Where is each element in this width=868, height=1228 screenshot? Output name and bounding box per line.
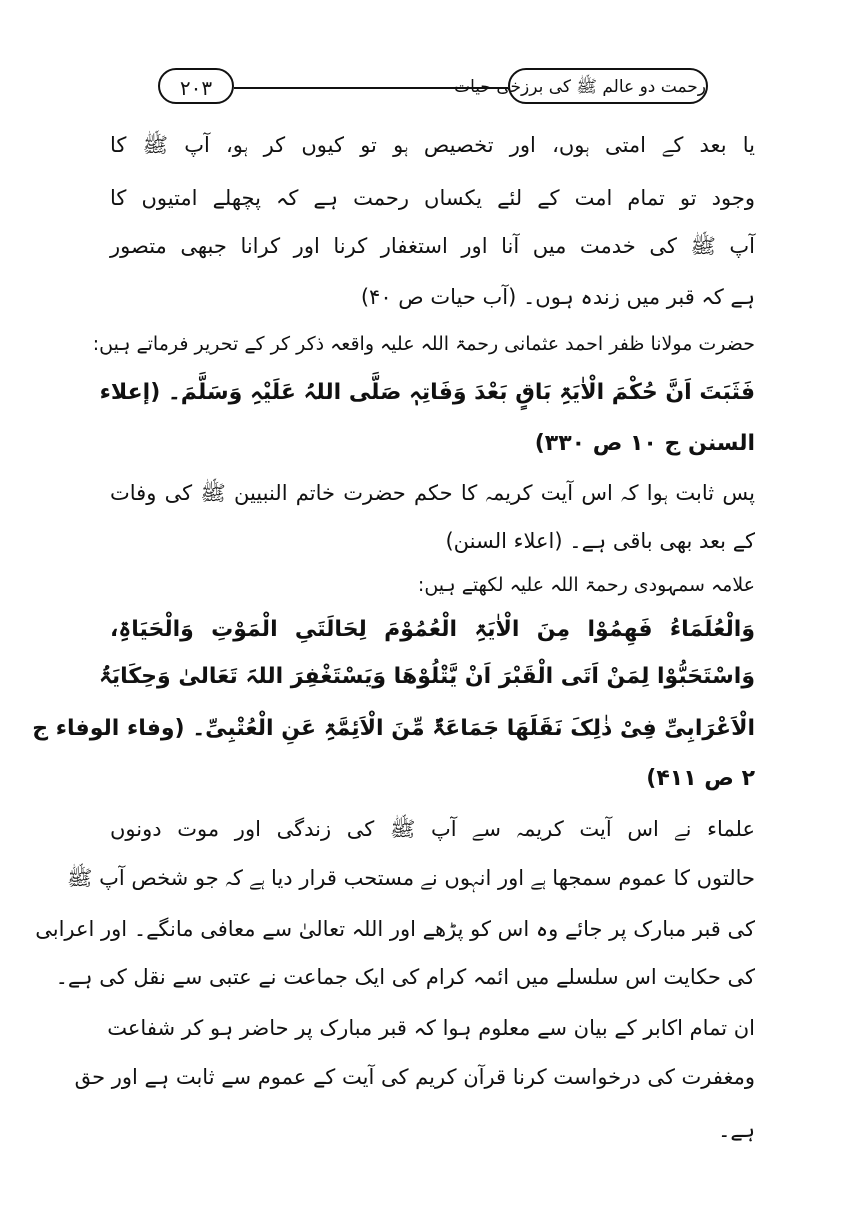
arabic-quote-line: وَاسْتَحَبُّوْا لِمَنْ اَتَی الْقَبْرَ اَنْ یَّتْلُوْھَا وَیَسْتَغْفِرَ اللہَ تَعَالیٰ وَحِکَایَۃُ — [98, 664, 755, 689]
text-line: علماء نے اس آیت کریمہ سے آپ ﷺ کی زندگی اور موت دونوں — [110, 817, 755, 841]
text-line: پس ثابت ہوا کہ اس آیت کریمہ کا حکم حضرت خاتم النبیین ﷺ کی وفات — [110, 481, 755, 505]
citation-line: ۲ ص ۴۱۱) — [646, 766, 755, 791]
running-title: رحمت دو عالم ﷺ کی برزخی حیات — [508, 68, 708, 104]
text-line: ہے۔ — [718, 1118, 755, 1142]
text-line: یا بعد کے امتی ہوں، اور تخصیص ہو تو کیوں کر ہو، آپ ﷺ کا — [110, 133, 755, 157]
arabic-quote-line: الْاَعْرَابِیِّ فِیْ ذٰلِکَ نَقَلَھَا جَمَاعَۃٌ مِّنَ الْاَئِمَّۃِ عَنِ الْعُتْبِیِّ۔ (وفاء الوفاء ج — [32, 716, 755, 741]
arabic-quote-line: وَالْعُلَمَاءُ فَھِمُوْا مِنَ الْاٰیَۃِ الْعُمُوْمَ لِحَالَتَیِ الْمَوْتِ وَالْحَیَاۃِ، — [110, 617, 755, 642]
text-line: وجود تو تمام امت کے لئے یکساں رحمت ہے کہ پچھلے امتیوں کا — [110, 186, 755, 210]
text-line: آپ ﷺ کی خدمت میں آنا اور استغفار کرنا اور کرانا جبھی متصور — [110, 234, 755, 258]
text-line: حالتوں کا عموم سمجھا ہے اور انہوں نے مستحب قرار دیا ہے کہ جو شخص آپ ﷺ — [67, 866, 755, 890]
text-line: ان تمام اکابر کے بیان سے معلوم ہوا کہ قبر مبارک پر حاضر ہو کر شفاعت — [107, 1016, 755, 1040]
text-line: حضرت مولانا ظفر احمد عثمانی رحمۃ اللہ علیہ واقعہ ذکر کر کے تحریر فرماتے ہیں: — [92, 333, 755, 355]
citation-line: السنن ج ۱۰ ص ۳۳۰) — [534, 431, 755, 456]
page-number: ۲۰۳ — [158, 68, 234, 104]
text-line: کے بعد بھی باقی ہے۔ (اعلاء السنن) — [445, 529, 755, 553]
arabic-quote-line: فَثَبَتَ اَنَّ حُکْمَ الْاٰیَۃِ بَاقٍ بَعْدَ وَفَاتِہٖ صَلَّی اللہُ عَلَیْہِ وَسَلَّمَ۔ (إعلاء — [99, 380, 755, 405]
text-line: کی قبر مبارک پر جائے وہ اس کو پڑھے اور اللہ تعالیٰ سے معافی مانگے۔ اور اعرابی — [35, 917, 755, 941]
text-line: ومغفرت کی درخواست کرنا قرآن کریم کی آیت کے عموم سے ثابت ہے اور حق — [74, 1065, 755, 1089]
page-header — [158, 66, 708, 108]
text-line: کی حکایت اس سلسلے میں ائمہ کرام کی ایک جماعت نے عتبی سے نقل کی ہے۔ — [55, 965, 755, 989]
text-line: ہے کہ قبر میں زندہ ہوں۔ (آب حیات ص ۴۰) — [360, 285, 755, 309]
text-line: علامہ سمہودی رحمۃ اللہ علیہ لکھتے ہیں: — [417, 574, 755, 596]
